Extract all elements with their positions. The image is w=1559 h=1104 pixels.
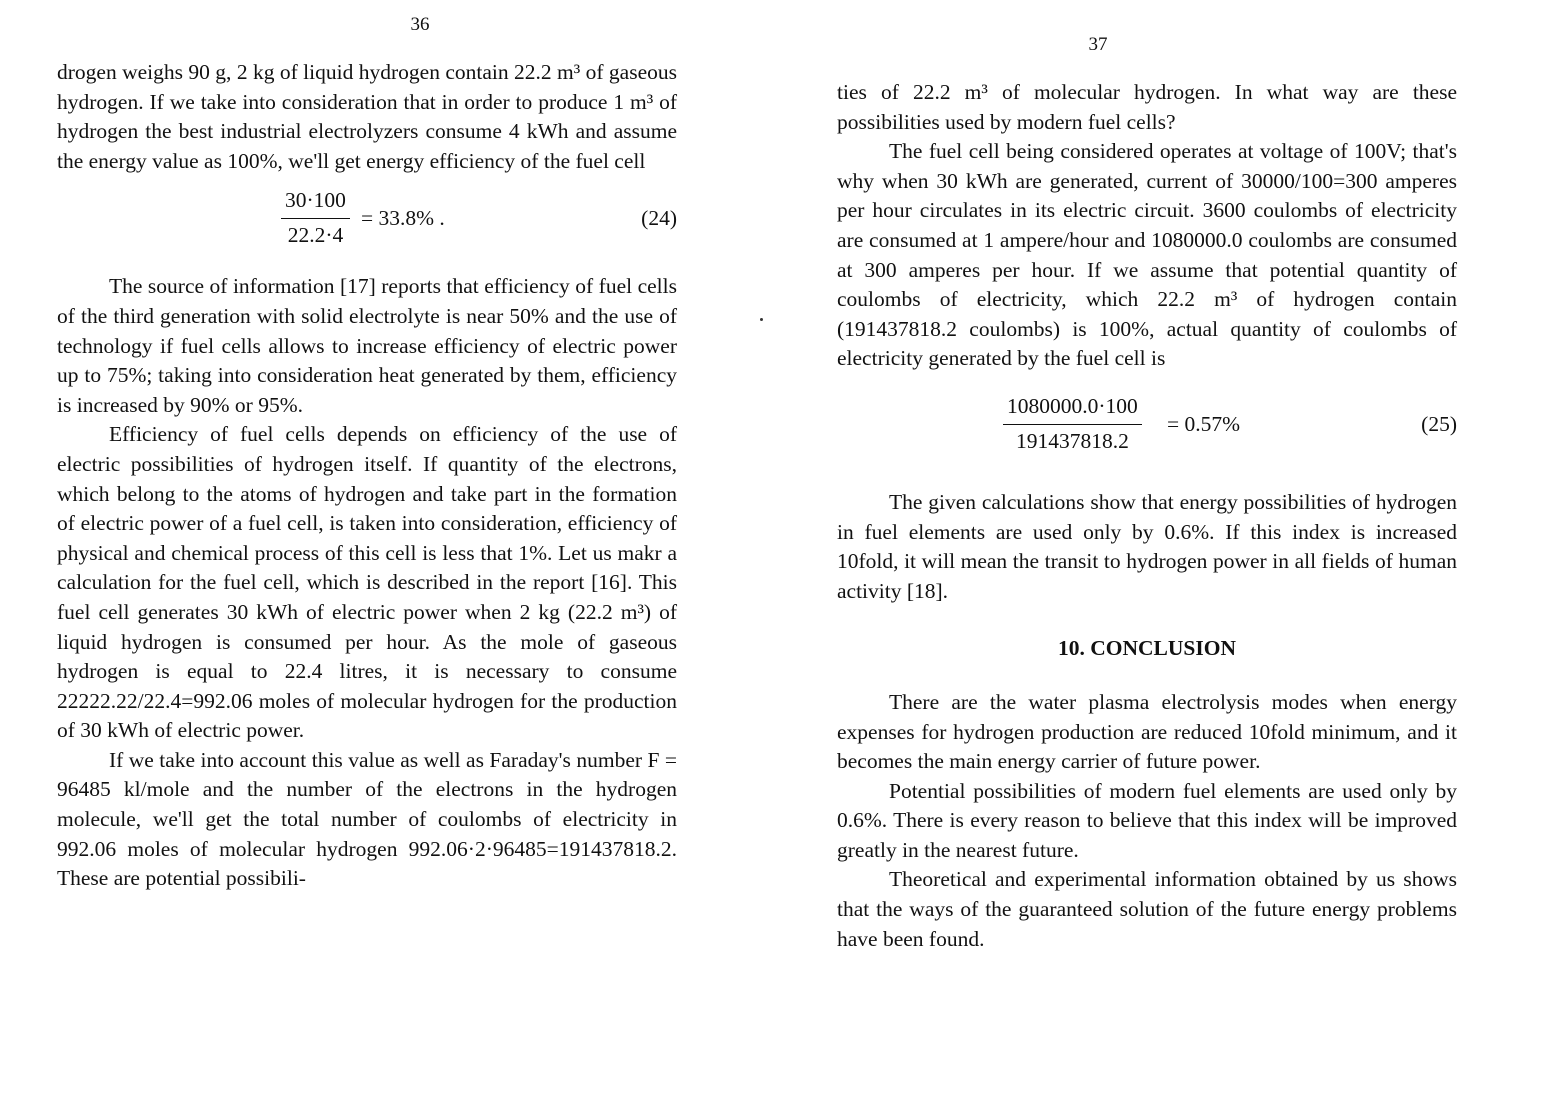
paragraph: drogen weighs 90 g, 2 kg of liquid hydrogen contain 22.2 m³ of gaseous hydrogen. If we take into consideration that in order to produce 1 m³ of hydrogen the best industrial electrolyzers consume 4 kWh and assume the energy value as 100%, we'll get energy efficiency of the fuel cell xyxy=(57,60,677,173)
left-text-column xyxy=(57,58,677,894)
fraction-numerator: 1080000.0·100 xyxy=(1003,392,1142,425)
page-number: 37 xyxy=(1088,34,1108,55)
paragraph: There are the water plasma electrolysis modes when energy expenses for hydrogen production are reduced 10fold minimum, and it becomes the main energy carrier of future power. xyxy=(837,689,1457,774)
fraction-numerator: 30·100 xyxy=(281,186,350,219)
fraction xyxy=(281,186,350,250)
equation-result: = 0.57% xyxy=(1167,411,1241,436)
page-number: 36 xyxy=(410,14,430,35)
equation-result: = 33.8% . xyxy=(361,206,445,231)
paragraph: If we take into account this value as well as Faraday's number F = 96485 kl/mole and the number of the electrons in the hydrogen molecule, we'll get the total number of coulombs of electricity in 992.06 moles of molecular hydrogen 992.06·2·96485=191437818.2. These are potential possibili- xyxy=(57,747,677,891)
equation-24 xyxy=(57,182,677,262)
paragraph: Potential possibilities of modern fuel elements are used only by 0.6%. There is every reason to believe that this index will be improved greatly in the nearest future. xyxy=(837,778,1457,862)
equation-number: (24) xyxy=(641,206,677,231)
fraction-denominator: 22.2·4 xyxy=(287,222,344,247)
paragraph: The source of information [17] reports that efficiency of fuel cells of the third generation with solid electrolyte is near 50% and the use of technology if fuel cells allows to increase efficiency of electric power up to 75%; taking into consideration heat generated by them, efficiency is increased by 90% or 95%. xyxy=(57,274,677,417)
section-heading: 10. CONCLUSION xyxy=(1058,636,1236,661)
equation-25 xyxy=(837,388,1457,468)
paragraph: ties of 22.2 m³ of molecular hydrogen. In what way are these possibilities used by modern fuel cells? xyxy=(837,80,1457,134)
paragraph: Efficiency of fuel cells depends on efficiency of the use of electric possibilities of hydrogen itself. If quantity of the electrons, which belong to the atoms of hydrogen and take part in the formation of electric power of a fuel cell, is taken into consideration, efficiency of physical and chemical process of this cell is less that 1%. Let us makr a calculation for the fuel cell, which is described in the report [16]. This fuel cell generates 30 kWh of electric power when 2 kg (22.2 m³) of liquid hydrogen is consumed per hour. As the mole of gaseous hydrogen is equal to 22.4 litres, it is necessary to consume 22222.22/22.4=992.06 moles of molecular hydrogen for the production of 30 kWh of electric power. xyxy=(57,422,677,743)
right-text-column xyxy=(837,78,1457,954)
paragraph: The given calculations show that energy possibilities of hydrogen in fuel elements are used only by 0.6%. If this index is increased 10fold, it will mean the transit to hydrogen power in all fields of human activity [18]. xyxy=(837,489,1457,603)
fraction-denominator: 191437818.2 xyxy=(1015,428,1129,453)
paragraph: The fuel cell being considered operates at voltage of 100V; that's why when 30 kWh are generated, current of 30000/100=300 amperes per hour circulates in its electric circuit. 3600 coulombs of electricity are consumed at 1 ampere/hour and 1080000.0 coulombs are consumed at 300 amperes per hour. If we assume that potential quantity of coulombs of electricity, which 22.2 m³ of hydrogen contain (191437818.2 coulombs) is 100%, actual quantity of coulombs of electricity generated by the fuel cell is xyxy=(837,139,1457,371)
paragraph: Theoretical and experimental information obtained by us shows that the ways of the guaranteed solution of the future energy problems have been found. xyxy=(837,867,1457,951)
scan-speck xyxy=(760,318,763,321)
equation-number: (25) xyxy=(1421,411,1457,436)
fraction xyxy=(1003,392,1142,456)
right-page xyxy=(780,0,1559,1104)
